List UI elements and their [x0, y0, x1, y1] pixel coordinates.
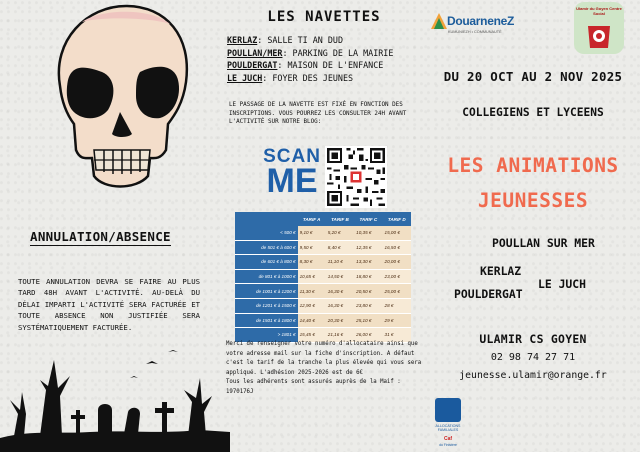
town-poullan: POULLAN SUR MER: [492, 236, 595, 250]
tarif-body: [235, 226, 411, 342]
tarif-cell: 25,10 €: [354, 313, 382, 328]
caf-department: du Finistère: [439, 443, 457, 447]
navette-stop: [227, 72, 393, 85]
tarif-cell: 8,30 €: [298, 255, 326, 270]
douarnenez-logo: [428, 12, 524, 42]
quotient-cell: de 801 € à 1000 €: [235, 269, 298, 284]
navettes-list: [227, 34, 393, 84]
table-row: [235, 313, 411, 328]
tarif-cell: 28 €: [383, 298, 411, 313]
skull-illustration: [42, 0, 200, 210]
town-kerlaz: KERLAZ: [480, 264, 522, 278]
stop-place: POULDERGAT: [227, 60, 278, 70]
tarif-cell: 16,30 €: [326, 298, 354, 313]
stop-location: : SALLE TI AN DUD: [257, 35, 343, 45]
table-row: [235, 284, 411, 299]
tarif-cell: 31 €: [383, 328, 411, 343]
tarif-cell: 25,00 €: [383, 284, 411, 299]
graveyard-illustration: [0, 330, 230, 452]
tarif-cell: 11,10 €: [326, 255, 354, 270]
tarif-cell: 20,30 €: [326, 313, 354, 328]
quotient-cell: > 1801 €: [235, 328, 298, 343]
navette-stop: [227, 59, 393, 72]
audience: COLLEGIENS ET LYCEENS: [462, 106, 604, 119]
main-title: [426, 148, 640, 218]
navettes-title: LES NAVETTES: [267, 9, 381, 25]
tarif-cell: 5,20 €: [326, 226, 354, 240]
qr-code-icon[interactable]: [325, 146, 387, 208]
tarif-cell: 15,45 €: [298, 328, 326, 343]
table-row: [235, 226, 411, 240]
caf-logo-icon: [435, 398, 461, 422]
stop-location: : FOYER DES JEUNES: [262, 72, 354, 83]
main-title-line-1: LES ANIMATIONS: [447, 154, 619, 177]
tarif-cell: 29 €: [383, 313, 411, 328]
right-panel: [426, 0, 640, 452]
logo-name: DouarneneZ: [447, 14, 515, 28]
quotient-cell: < 500 €: [235, 226, 298, 240]
quotient-cell: de 501 € à 600 €: [235, 240, 298, 255]
quotient-cell: de 1001 € à 1200 €: [235, 284, 298, 299]
logo-subtitle: KUMUNIEZH • COMMUNAUTÉ: [448, 30, 502, 34]
tarif-cell: 18,80 €: [354, 269, 382, 284]
quotient-cell: de 1201 € à 1500 €: [235, 298, 298, 313]
navette-note: LE PASSAGE DE LA NAVETTE EST FIXÉ EN FONCTION DES INSCRIPTIONS. VOUS POURREZ LES CONSULTER 24H AVANT L'ACTIVITÉ SUR NOTRE BLOG:: [229, 102, 407, 126]
tarif-cell: 9,10 €: [298, 226, 326, 240]
navette-stop: [227, 47, 393, 60]
tarif-footnote: [226, 340, 423, 398]
tarif-cell: 8,40 €: [326, 240, 354, 255]
navette-stop: [227, 34, 393, 47]
tarif-cell: 16,30 €: [326, 284, 354, 299]
badge-text: Ulamir du Goyen Centre Social: [576, 6, 622, 16]
annulation-text: TOUTE ANNULATION DEVRA SE FAIRE AU PLUS TARD 48H AVANT L'ACTIVITÉ. AU-DELÀ DU DÉLAI IMPARTI L'ACTIVITÉ SERA FACTURÉE ET TOUTE ABSENCE NON JUSTIFIÉE SERA SYSTÉMATIQUEMENT FACTURÉE.: [18, 277, 200, 332]
table-row: [235, 240, 411, 255]
scan-me-label: [262, 147, 322, 198]
stop-location: : MAISON DE L'ENFANCE: [277, 60, 384, 70]
tarif-cell: 10,65 €: [298, 269, 326, 284]
tarif-cell: 20,00 €: [383, 255, 411, 270]
table-header: TARIF C: [354, 212, 382, 226]
table-row: [235, 269, 411, 284]
scan-word: SCAN: [263, 146, 321, 167]
town-pouldergat: POULDERGAT: [454, 287, 523, 301]
tarif-cell: 14,40 €: [298, 313, 326, 328]
ulamir-badge: [574, 2, 624, 54]
table-header: TARIF A: [298, 212, 326, 226]
annulation-title: ANNULATION/ABSENCE: [30, 229, 171, 244]
table-header: [235, 212, 298, 226]
tarif-cell: 12,90 €: [298, 298, 326, 313]
tarif-cell: 12,35 €: [354, 240, 382, 255]
phone-number[interactable]: 02 98 74 27 71: [490, 352, 576, 363]
tarif-cell: 26,00 €: [354, 328, 382, 343]
caf-word-block: [432, 436, 464, 448]
me-word: ME: [266, 162, 318, 200]
douarnenez-logo-icon: [430, 12, 448, 32]
caf-word: Caf: [443, 436, 453, 442]
tarif-cell: 15,00 €: [383, 226, 411, 240]
left-panel: [0, 0, 213, 452]
table-header: TARIF D: [383, 212, 411, 226]
table-header-row: [235, 212, 411, 226]
quotient-cell: de 1501 € à 1800 €: [235, 313, 298, 328]
organization-name: ULAMIR CS GOYEN: [479, 332, 587, 346]
quotient-cell: de 601 € à 800 €: [235, 255, 298, 270]
email-address[interactable]: jeunesse.ulamir@orange.fr: [459, 370, 607, 381]
stop-location: : PARKING DE LA MAIRIE: [282, 47, 394, 58]
main-title-line-2: JEUNESSES: [477, 189, 589, 212]
middle-panel: [213, 0, 426, 452]
table-row: [235, 298, 411, 313]
tarif-cell: 16,50 €: [383, 240, 411, 255]
tarif-cell: 10,35 €: [354, 226, 382, 240]
tarif-cell: 14,50 €: [326, 269, 354, 284]
tarif-cell: 23,80 €: [354, 298, 382, 313]
tarif-cell: 13,30 €: [354, 255, 382, 270]
ulamir-logo-icon: [584, 20, 614, 50]
caf-logo: [432, 398, 464, 446]
tarif-table: [235, 212, 411, 343]
footnote-assurance: Tous les adhérents sont assurés auprès de la Maif : 1970176J: [226, 379, 401, 395]
caf-text: ALLOCATIONS FAMILIALES: [435, 424, 461, 433]
stop-place: KERLAZ: [227, 35, 258, 45]
tarif-cell: 20,50 €: [354, 284, 382, 299]
town-le-juch: LE JUCH: [538, 277, 587, 291]
footnote-allocataire: Merci de renseigner votre numéro d'allocataire ainsi que votre adresse mail sur la fiche d'inscription. A défaut c'est le tarif de la tranche la plus élevée qui vous sera appliqué. L'adhésion 2025-2026 est de 6€: [226, 341, 422, 376]
tarif-cell: 21,16 €: [326, 328, 354, 343]
tarif-cell: 23,00 €: [383, 269, 411, 284]
table-header: TARIF B: [326, 212, 354, 226]
stop-place: POULLAN/MER: [227, 47, 283, 58]
stop-place: LE JUCH: [227, 72, 263, 83]
table-row: [235, 255, 411, 270]
event-dates: DU 20 OCT AU 2 NOV 2025: [443, 69, 623, 84]
tarif-cell: 11,30 €: [298, 284, 326, 299]
tarif-cell: 9,50 €: [298, 240, 326, 255]
